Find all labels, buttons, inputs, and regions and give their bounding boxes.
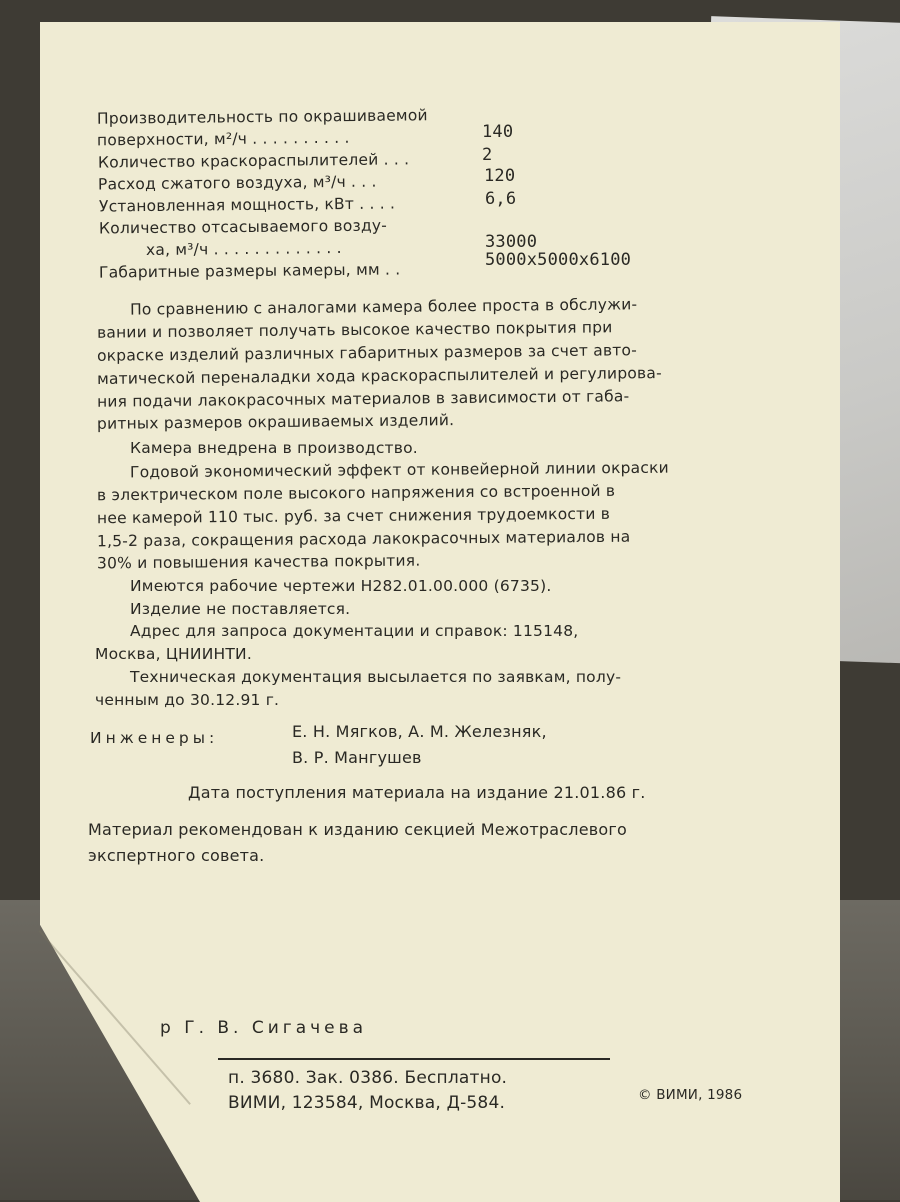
spec-label: Расход сжатого воздуха, м³/ч . . .	[97, 172, 377, 194]
body-line: 30% и повышения качества покрытия.	[96, 551, 421, 573]
spec-label: Габаритные размеры камеры, мм . .	[98, 260, 401, 282]
spec-label: Производительность по окрашиваемой	[96, 106, 428, 128]
body-line: Адрес для запроса документации и справок: 115148,	[130, 622, 579, 640]
spec-label: Количество краскораспылителей . . .	[97, 150, 410, 172]
spec-value: 5000x5000x6100	[485, 250, 632, 270]
recommendation-line: Материал рекомендован к изданию секцией Межотраслевого	[88, 820, 627, 839]
spec-label: поверхности, м²/ч . . . . . . . . . .	[96, 128, 350, 150]
spec-value: 2	[482, 145, 493, 165]
imprint-line: ВИМИ, 123584, Москва, Д-584.	[228, 1093, 506, 1113]
editor-credit: р Г. В. Сигачева	[160, 1018, 368, 1038]
body-line: нее камерой 110 тыс. руб. за счет снижения трудоемкости в	[96, 504, 611, 528]
engineers-names: Е. Н. Мягков, А. М. Железняк,	[292, 722, 547, 741]
spec-value: 140	[482, 122, 514, 142]
imprint-line: п. 3680. Зак. 0386. Бесплатно.	[228, 1068, 508, 1088]
body-line: ния подачи лакокрасочных материалов в зависимости от габа-	[96, 387, 630, 411]
spec-label: Количество отсасываемого возду-	[98, 216, 388, 238]
spec-label: ха, м³/ч . . . . . . . . . . . . .	[145, 238, 342, 260]
body-line: Камера внедрена в производство.	[130, 439, 418, 457]
body-line: Годовой экономический эффект от конвейерной линии окраски	[129, 458, 669, 482]
body-line: в электрическом поле высокого напряжения со встроенной в	[96, 481, 616, 505]
body-line: ченным до 30.12.91 г.	[95, 691, 280, 709]
body-line: Имеются рабочие чертежи Н282.01.00.000 (6735).	[130, 577, 552, 595]
body-line: Техническая документация высылается по заявкам, полу-	[130, 668, 622, 686]
body-line: Москва, ЦНИИНТИ.	[95, 645, 252, 663]
body-line: 1,5-2 раза, сокращения расхода лакокрасочных материалов на	[96, 527, 631, 551]
engineers-label: Инженеры:	[90, 729, 219, 747]
recommendation-line: экспертного совета.	[88, 846, 265, 865]
spec-label: Установленная мощность, кВт . . . .	[98, 194, 396, 216]
copyright-notice: © ВИМИ, 1986	[638, 1087, 743, 1103]
body-line: Изделие не поставляется.	[130, 600, 351, 618]
engineers-names: В. Р. Мангушев	[292, 748, 422, 767]
body-line: вании и позволяет получать высокое качество покрытия при	[96, 318, 613, 342]
spec-value: 6,6	[485, 189, 517, 209]
body-line: ритных размеров окрашиваемых изделий.	[96, 411, 455, 433]
imprint-divider	[218, 1058, 610, 1060]
body-line: По сравнению с аналогами камера более проста в обслужи-	[129, 295, 638, 319]
body-line: окраске изделий различных габаритных размеров за счет авто-	[96, 341, 638, 365]
received-date: Дата поступления материала на издание 21.01.86 г.	[188, 783, 646, 802]
body-line: матической переналадки хода краскораспылителей и регулирова-	[96, 364, 662, 388]
spec-value: 33000	[485, 232, 538, 252]
spec-value: 120	[484, 166, 516, 186]
